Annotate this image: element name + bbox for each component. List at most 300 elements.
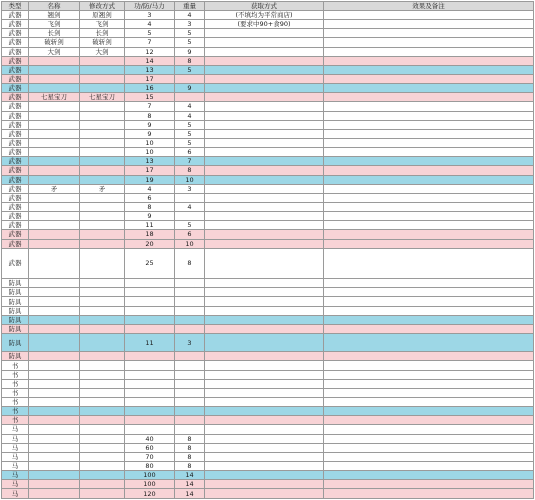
power-cell: 10	[125, 138, 175, 147]
notes-cell	[324, 370, 534, 379]
table-row	[2, 248, 534, 279]
table-row	[2, 297, 534, 306]
source-cell	[205, 370, 324, 379]
weight-cell: 9	[175, 47, 205, 56]
power-cell: 120	[125, 489, 175, 499]
weight-cell	[175, 306, 205, 315]
notes-cell	[324, 324, 534, 333]
notes-cell	[324, 471, 534, 480]
modify-cell	[80, 129, 125, 138]
notes-cell	[324, 239, 534, 248]
source-cell	[205, 334, 324, 352]
name-cell	[29, 129, 80, 138]
column-header-notes: 效果及备注	[324, 2, 534, 11]
type-cell: 防具	[2, 352, 29, 361]
table-row	[2, 239, 534, 248]
power-cell: 17	[125, 74, 175, 83]
name-cell	[29, 434, 80, 443]
name-cell	[29, 471, 80, 480]
name-cell	[29, 288, 80, 297]
notes-cell	[324, 93, 534, 102]
table-row	[2, 202, 534, 211]
table-row	[2, 47, 534, 56]
notes-cell	[324, 379, 534, 388]
power-cell: 4	[125, 20, 175, 29]
table-row	[2, 120, 534, 129]
name-cell	[29, 65, 80, 74]
power-cell	[125, 279, 175, 288]
name-cell: 长剑	[29, 29, 80, 38]
type-cell: 马	[2, 434, 29, 443]
power-cell	[125, 388, 175, 397]
source-cell	[205, 461, 324, 470]
weight-cell: 5	[175, 129, 205, 138]
type-cell: 武器	[2, 129, 29, 138]
type-cell: 防具	[2, 297, 29, 306]
type-cell: 马	[2, 425, 29, 434]
notes-cell	[324, 65, 534, 74]
type-cell: 武器	[2, 202, 29, 211]
name-cell	[29, 361, 80, 370]
modify-cell	[80, 202, 125, 211]
weight-cell: 4	[175, 102, 205, 111]
weight-cell: 8	[175, 452, 205, 461]
type-cell: 武器	[2, 20, 29, 29]
weight-cell	[175, 297, 205, 306]
type-cell: 武器	[2, 248, 29, 279]
table-row	[2, 407, 534, 416]
name-cell	[29, 193, 80, 202]
power-cell: 13	[125, 157, 175, 166]
modify-cell	[80, 306, 125, 315]
power-cell: 100	[125, 471, 175, 480]
source-cell	[205, 184, 324, 193]
notes-cell	[324, 111, 534, 120]
name-cell	[29, 334, 80, 352]
source-cell	[205, 288, 324, 297]
weight-cell	[175, 93, 205, 102]
type-cell: 武器	[2, 239, 29, 248]
notes-cell	[324, 193, 534, 202]
weight-cell	[175, 407, 205, 416]
source-cell	[205, 84, 324, 93]
weight-cell: 5	[175, 138, 205, 147]
notes-cell	[324, 84, 534, 93]
modify-cell	[80, 370, 125, 379]
notes-cell	[324, 29, 534, 38]
source-cell	[205, 47, 324, 56]
modify-cell	[80, 315, 125, 324]
power-cell	[125, 352, 175, 361]
table-row	[2, 471, 534, 480]
table-row	[2, 93, 534, 102]
modify-cell	[80, 443, 125, 452]
modify-cell	[80, 102, 125, 111]
power-cell	[125, 297, 175, 306]
weight-cell: 8	[175, 443, 205, 452]
source-cell	[205, 212, 324, 221]
notes-cell	[324, 248, 534, 279]
weight-cell: 7	[175, 157, 205, 166]
type-cell: 武器	[2, 56, 29, 65]
table-row	[2, 230, 534, 239]
name-cell	[29, 239, 80, 248]
power-cell: 8	[125, 111, 175, 120]
weight-cell: 5	[175, 120, 205, 129]
power-cell	[125, 398, 175, 407]
power-cell: 80	[125, 461, 175, 470]
name-cell	[29, 398, 80, 407]
power-cell	[125, 324, 175, 333]
type-cell: 防具	[2, 306, 29, 315]
power-cell: 19	[125, 175, 175, 184]
table-row	[2, 315, 534, 324]
name-cell	[29, 324, 80, 333]
power-cell: 7	[125, 38, 175, 47]
modify-cell	[80, 471, 125, 480]
notes-cell	[324, 184, 534, 193]
name-cell	[29, 315, 80, 324]
modify-cell: 原翘剑	[80, 11, 125, 20]
power-cell	[125, 361, 175, 370]
source-cell	[205, 379, 324, 388]
power-cell	[125, 288, 175, 297]
weight-cell	[175, 352, 205, 361]
modify-cell	[80, 461, 125, 470]
modify-cell	[80, 334, 125, 352]
modify-cell	[80, 416, 125, 425]
weight-cell: 14	[175, 489, 205, 499]
weight-cell: 9	[175, 84, 205, 93]
name-cell	[29, 111, 80, 120]
type-cell: 马	[2, 480, 29, 489]
table-row	[2, 306, 534, 315]
notes-cell	[324, 120, 534, 129]
type-cell: 武器	[2, 111, 29, 120]
table-row	[2, 443, 534, 452]
name-cell	[29, 102, 80, 111]
modify-cell: 矛	[80, 184, 125, 193]
name-cell	[29, 379, 80, 388]
notes-cell	[324, 306, 534, 315]
weight-cell: 8	[175, 434, 205, 443]
table-row	[2, 379, 534, 388]
table-row	[2, 388, 534, 397]
table-row	[2, 352, 534, 361]
power-cell	[125, 315, 175, 324]
table-row	[2, 166, 534, 175]
source-cell	[205, 138, 324, 147]
modify-cell: 长剑	[80, 29, 125, 38]
notes-cell	[324, 416, 534, 425]
type-cell: 武器	[2, 74, 29, 83]
modify-cell	[80, 398, 125, 407]
modify-cell: 飞剑	[80, 20, 125, 29]
modify-cell	[80, 193, 125, 202]
table-row	[2, 193, 534, 202]
name-cell	[29, 84, 80, 93]
source-cell	[205, 279, 324, 288]
name-cell	[29, 56, 80, 65]
weight-cell	[175, 315, 205, 324]
table-row	[2, 288, 534, 297]
source-cell	[205, 407, 324, 416]
source-cell	[205, 111, 324, 120]
source-cell	[205, 471, 324, 480]
name-cell	[29, 248, 80, 279]
modify-cell: 大剑	[80, 47, 125, 56]
name-cell	[29, 279, 80, 288]
modify-cell	[80, 65, 125, 74]
type-cell: 书	[2, 416, 29, 425]
name-cell: 破斩剑	[29, 38, 80, 47]
modify-cell	[80, 157, 125, 166]
notes-cell	[324, 138, 534, 147]
weight-cell	[175, 193, 205, 202]
notes-cell	[324, 175, 534, 184]
name-cell	[29, 74, 80, 83]
notes-cell	[324, 166, 534, 175]
power-cell: 20	[125, 239, 175, 248]
name-cell	[29, 480, 80, 489]
type-cell: 书	[2, 388, 29, 397]
source-cell	[205, 166, 324, 175]
modify-cell	[80, 489, 125, 499]
weight-cell: 3	[175, 184, 205, 193]
power-cell: 60	[125, 443, 175, 452]
table-row	[2, 74, 534, 83]
type-cell: 武器	[2, 184, 29, 193]
modify-cell	[80, 480, 125, 489]
notes-cell	[324, 352, 534, 361]
weight-cell: 6	[175, 230, 205, 239]
type-cell: 武器	[2, 148, 29, 157]
source-cell	[205, 38, 324, 47]
modify-cell	[80, 230, 125, 239]
weight-cell: 4	[175, 111, 205, 120]
notes-cell	[324, 56, 534, 65]
source-cell	[205, 443, 324, 452]
table-row	[2, 461, 534, 470]
name-cell	[29, 443, 80, 452]
type-cell: 武器	[2, 102, 29, 111]
weight-cell: 5	[175, 38, 205, 47]
power-cell: 70	[125, 452, 175, 461]
table-row	[2, 29, 534, 38]
notes-cell	[324, 279, 534, 288]
table-body	[2, 11, 534, 499]
column-header-name: 名称	[29, 2, 80, 11]
source-cell	[205, 297, 324, 306]
table-row	[2, 129, 534, 138]
power-cell	[125, 306, 175, 315]
weight-cell	[175, 398, 205, 407]
type-cell: 马	[2, 443, 29, 452]
table-row	[2, 184, 534, 193]
source-cell	[205, 221, 324, 230]
modify-cell	[80, 434, 125, 443]
weight-cell: 10	[175, 239, 205, 248]
weight-cell	[175, 425, 205, 434]
notes-cell	[324, 480, 534, 489]
source-cell	[205, 452, 324, 461]
modify-cell: 七星宝刀	[80, 93, 125, 102]
notes-cell	[324, 20, 534, 29]
type-cell: 武器	[2, 221, 29, 230]
weight-cell	[175, 416, 205, 425]
table-row	[2, 111, 534, 120]
power-cell: 11	[125, 334, 175, 352]
table-row	[2, 56, 534, 65]
table-row	[2, 416, 534, 425]
modify-cell	[80, 84, 125, 93]
type-cell: 武器	[2, 65, 29, 74]
table-row	[2, 175, 534, 184]
modify-cell	[80, 221, 125, 230]
power-cell: 15	[125, 93, 175, 102]
modify-cell	[80, 297, 125, 306]
type-cell: 武器	[2, 38, 29, 47]
notes-cell	[324, 288, 534, 297]
source-cell	[205, 425, 324, 434]
name-cell: 大剑	[29, 47, 80, 56]
notes-cell	[324, 157, 534, 166]
power-cell: 7	[125, 102, 175, 111]
weight-cell	[175, 324, 205, 333]
table-row	[2, 489, 534, 499]
name-cell	[29, 370, 80, 379]
weight-cell: 14	[175, 471, 205, 480]
weight-cell	[175, 212, 205, 221]
type-cell: 武器	[2, 193, 29, 202]
table-row	[2, 65, 534, 74]
weight-cell: 8	[175, 166, 205, 175]
notes-cell	[324, 202, 534, 211]
notes-cell	[324, 315, 534, 324]
table-row	[2, 398, 534, 407]
notes-cell	[324, 334, 534, 352]
source-cell	[205, 193, 324, 202]
table-row	[2, 480, 534, 489]
type-cell: 武器	[2, 29, 29, 38]
name-cell	[29, 212, 80, 221]
type-cell: 马	[2, 452, 29, 461]
type-cell: 防具	[2, 279, 29, 288]
type-cell: 武器	[2, 212, 29, 221]
modify-cell	[80, 388, 125, 397]
source-cell	[205, 129, 324, 138]
power-cell: 5	[125, 29, 175, 38]
power-cell: 3	[125, 11, 175, 20]
notes-cell	[324, 407, 534, 416]
modify-cell	[80, 352, 125, 361]
name-cell	[29, 157, 80, 166]
power-cell: 4	[125, 184, 175, 193]
source-cell	[205, 148, 324, 157]
notes-cell	[324, 361, 534, 370]
table-row	[2, 452, 534, 461]
notes-cell	[324, 102, 534, 111]
modify-cell	[80, 148, 125, 157]
weight-cell: 8	[175, 56, 205, 65]
modify-cell	[80, 239, 125, 248]
source-cell	[205, 29, 324, 38]
power-cell: 18	[125, 230, 175, 239]
item-table	[1, 1, 534, 499]
weight-cell: 14	[175, 480, 205, 489]
modify-cell	[80, 425, 125, 434]
power-cell: 9	[125, 212, 175, 221]
table-row	[2, 221, 534, 230]
type-cell: 武器	[2, 138, 29, 147]
column-header-weight: 重量	[175, 2, 205, 11]
name-cell	[29, 489, 80, 499]
table-row	[2, 361, 534, 370]
column-header-type: 类型	[2, 2, 29, 11]
table-row	[2, 157, 534, 166]
type-cell: 武器	[2, 11, 29, 20]
table-row	[2, 84, 534, 93]
modify-cell	[80, 175, 125, 184]
type-cell: 防具	[2, 315, 29, 324]
weight-cell	[175, 74, 205, 83]
source-cell	[205, 230, 324, 239]
name-cell: 矛	[29, 184, 80, 193]
power-cell	[125, 425, 175, 434]
name-cell	[29, 407, 80, 416]
weight-cell	[175, 361, 205, 370]
table-row	[2, 370, 534, 379]
source-cell	[205, 306, 324, 315]
type-cell: 武器	[2, 84, 29, 93]
weight-cell: 10	[175, 175, 205, 184]
source-cell	[205, 398, 324, 407]
type-cell: 马	[2, 489, 29, 499]
notes-cell	[324, 38, 534, 47]
name-cell	[29, 352, 80, 361]
type-cell: 马	[2, 471, 29, 480]
notes-cell	[324, 434, 534, 443]
modify-cell	[80, 324, 125, 333]
modify-cell	[80, 166, 125, 175]
weight-cell: 8	[175, 248, 205, 279]
weight-cell: 4	[175, 202, 205, 211]
power-cell: 6	[125, 193, 175, 202]
power-cell: 16	[125, 84, 175, 93]
name-cell	[29, 221, 80, 230]
power-cell: 25	[125, 248, 175, 279]
source-cell	[205, 315, 324, 324]
table-row	[2, 425, 534, 434]
source-cell	[205, 175, 324, 184]
weight-cell: 5	[175, 65, 205, 74]
type-cell: 武器	[2, 166, 29, 175]
weight-cell: 8	[175, 461, 205, 470]
modify-cell	[80, 279, 125, 288]
table-row	[2, 102, 534, 111]
type-cell: 武器	[2, 175, 29, 184]
weight-cell: 6	[175, 148, 205, 157]
notes-cell	[324, 425, 534, 434]
source-cell	[205, 248, 324, 279]
notes-cell	[324, 74, 534, 83]
source-cell	[205, 239, 324, 248]
weight-cell: 5	[175, 29, 205, 38]
type-cell: 武器	[2, 230, 29, 239]
modify-cell	[80, 361, 125, 370]
weight-cell	[175, 370, 205, 379]
power-cell	[125, 379, 175, 388]
